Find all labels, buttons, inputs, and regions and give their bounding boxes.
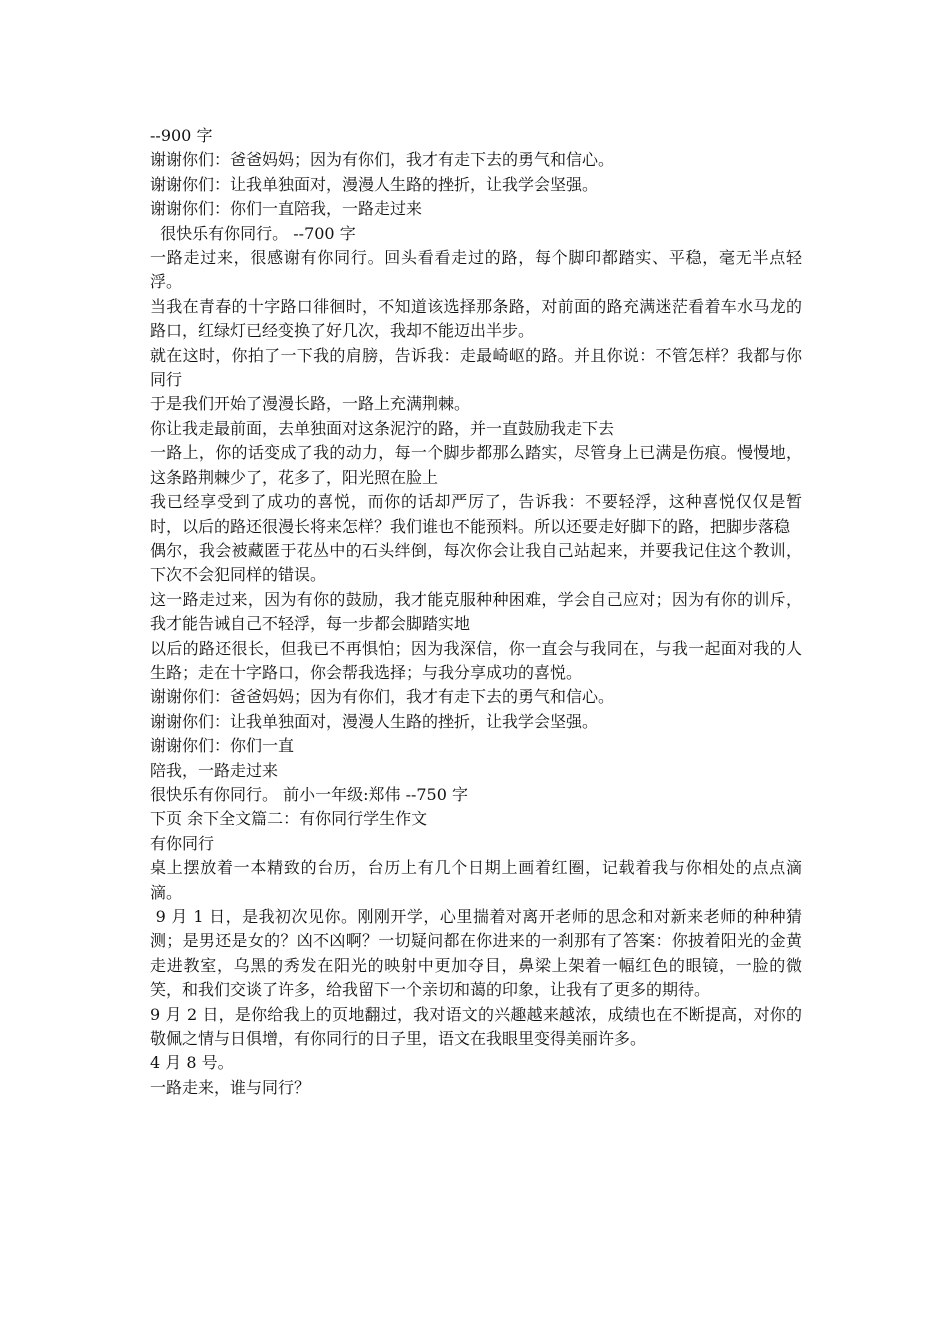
paragraph: 谢谢你们：爸爸妈妈；因为有你们，我才有走下去的勇气和信心。 bbox=[150, 687, 615, 707]
paragraph: 偶尔，我会被藏匿于花丛中的石头绊倒，每次你会让我自己站起来，并要我记住这个教训，下次不会犯同样的错误。 bbox=[150, 540, 802, 585]
paragraph: 一路走过来，很感谢有你同行。回头看看走过的路，每个脚印都踏实、平稳，毫无半点轻浮。 bbox=[150, 248, 802, 292]
paragraph: 一路走来，谁与同行？ bbox=[150, 1077, 311, 1097]
paragraph: 谢谢你们：让我单独面对，漫漫人生路的挫折，让我学会坚强。 bbox=[150, 174, 599, 194]
paragraph: 谢谢你们：让我单独面对，漫漫人生路的挫折，让我学会坚强。 bbox=[150, 711, 599, 731]
document-page bbox=[150, 124, 802, 1100]
paragraph: 我已经享受到了成功的喜悦，而你的话却严厉了，告诉我：不要轻浮，这种喜悦仅仅是暂时，以后的路还很漫长将来怎样？我们谁也不能预料。所以还要走好脚下的路，把脚步落稳 bbox=[150, 492, 802, 536]
paragraph: 谢谢你们：你们一直陪我，一路走过来 bbox=[150, 199, 423, 219]
paragraph: 一路上，你的话变成了我的动力，每一个脚步都那么踏实，尽管身上已满是伤痕。慢慢地，这条路荆棘少了，花多了，阳光照在脸上 bbox=[150, 443, 802, 487]
paragraph: 很快乐有你同行。 前小一年级:郑伟 --750 字 bbox=[150, 784, 469, 804]
paragraph: 你让我走最前面，去单独面对这条泥泞的路，并一直鼓励我走下去 bbox=[150, 418, 615, 438]
word-count-line: --900 字 bbox=[150, 126, 213, 145]
next-page-line: 下页 余下全文篇二：有你同行学生作文 bbox=[150, 809, 428, 829]
paragraph: 这一路走过来，因为有你的鼓励，我才能克服种种困难，学会自己应对；因为有你的训斥，我才能告诫自己不轻浮，每一步都会脚踏实地 bbox=[150, 589, 802, 634]
paragraph: 陪我，一路走过来 bbox=[150, 760, 279, 780]
paragraph: 4 月 8 号。 bbox=[150, 1053, 234, 1073]
paragraph: 谢谢你们：爸爸妈妈；因为有你们，我才有走下去的勇气和信心。 bbox=[150, 150, 615, 170]
section-title: 有你同行 bbox=[150, 833, 215, 853]
paragraph: 谢谢你们：你们一直 bbox=[150, 736, 295, 756]
paragraph: 9 月 2 日，是你给我上的页地翻过，我对语文的兴趣越来越浓，成绩也在不断提高，对你的敬佩之情与日俱增，有你同行的日子里，语文在我眼里变得美丽许多。 bbox=[150, 1004, 802, 1049]
paragraph: 桌上摆放着一本精致的台历，台历上有几个日期上画着红圈，记载着我与你相处的点点滴滴。 bbox=[150, 858, 802, 902]
paragraph: 就在这时，你拍了一下我的肩膀，告诉我：走最崎岖的路。并且你说：不管怎样？我都与你同行 bbox=[150, 345, 802, 390]
paragraph: 于是我们开始了漫漫长路，一路上充满荆棘。 bbox=[150, 394, 471, 414]
paragraph: 以后的路还很长，但我已不再惧怕；因为我深信，你一直会与我同在，与我一起面对我的人生路；走在十字路口，你会帮我选择；与我分享成功的喜悦。 bbox=[150, 638, 802, 682]
paragraph: 很快乐有你同行。 --700 字 bbox=[150, 223, 356, 243]
paragraph: 当我在青春的十字路口徘徊时，不知道该选择那条路，对前面的路充满迷茫看着车水马龙的路口，红绿灯已经变换了好几次，我却不能迈出半步。 bbox=[150, 296, 802, 341]
paragraph: 9 月 1 日，是我初次见你。刚刚开学，心里揣着对离开老师的思念和对新来老师的种种猜测；是男还是女的？凶不凶啊？一切疑问都在你进来的一刹那有了答案：你披着阳光的金黄走进教室，乌黑的秀发在阳光的映射中更加夺目，鼻梁上架着一幅红色的眼镜，一脸的微笑，和我们交谈了许多，给我留下一个亲切和蔼的印象，让我有了更多的期待。 bbox=[150, 907, 802, 1000]
